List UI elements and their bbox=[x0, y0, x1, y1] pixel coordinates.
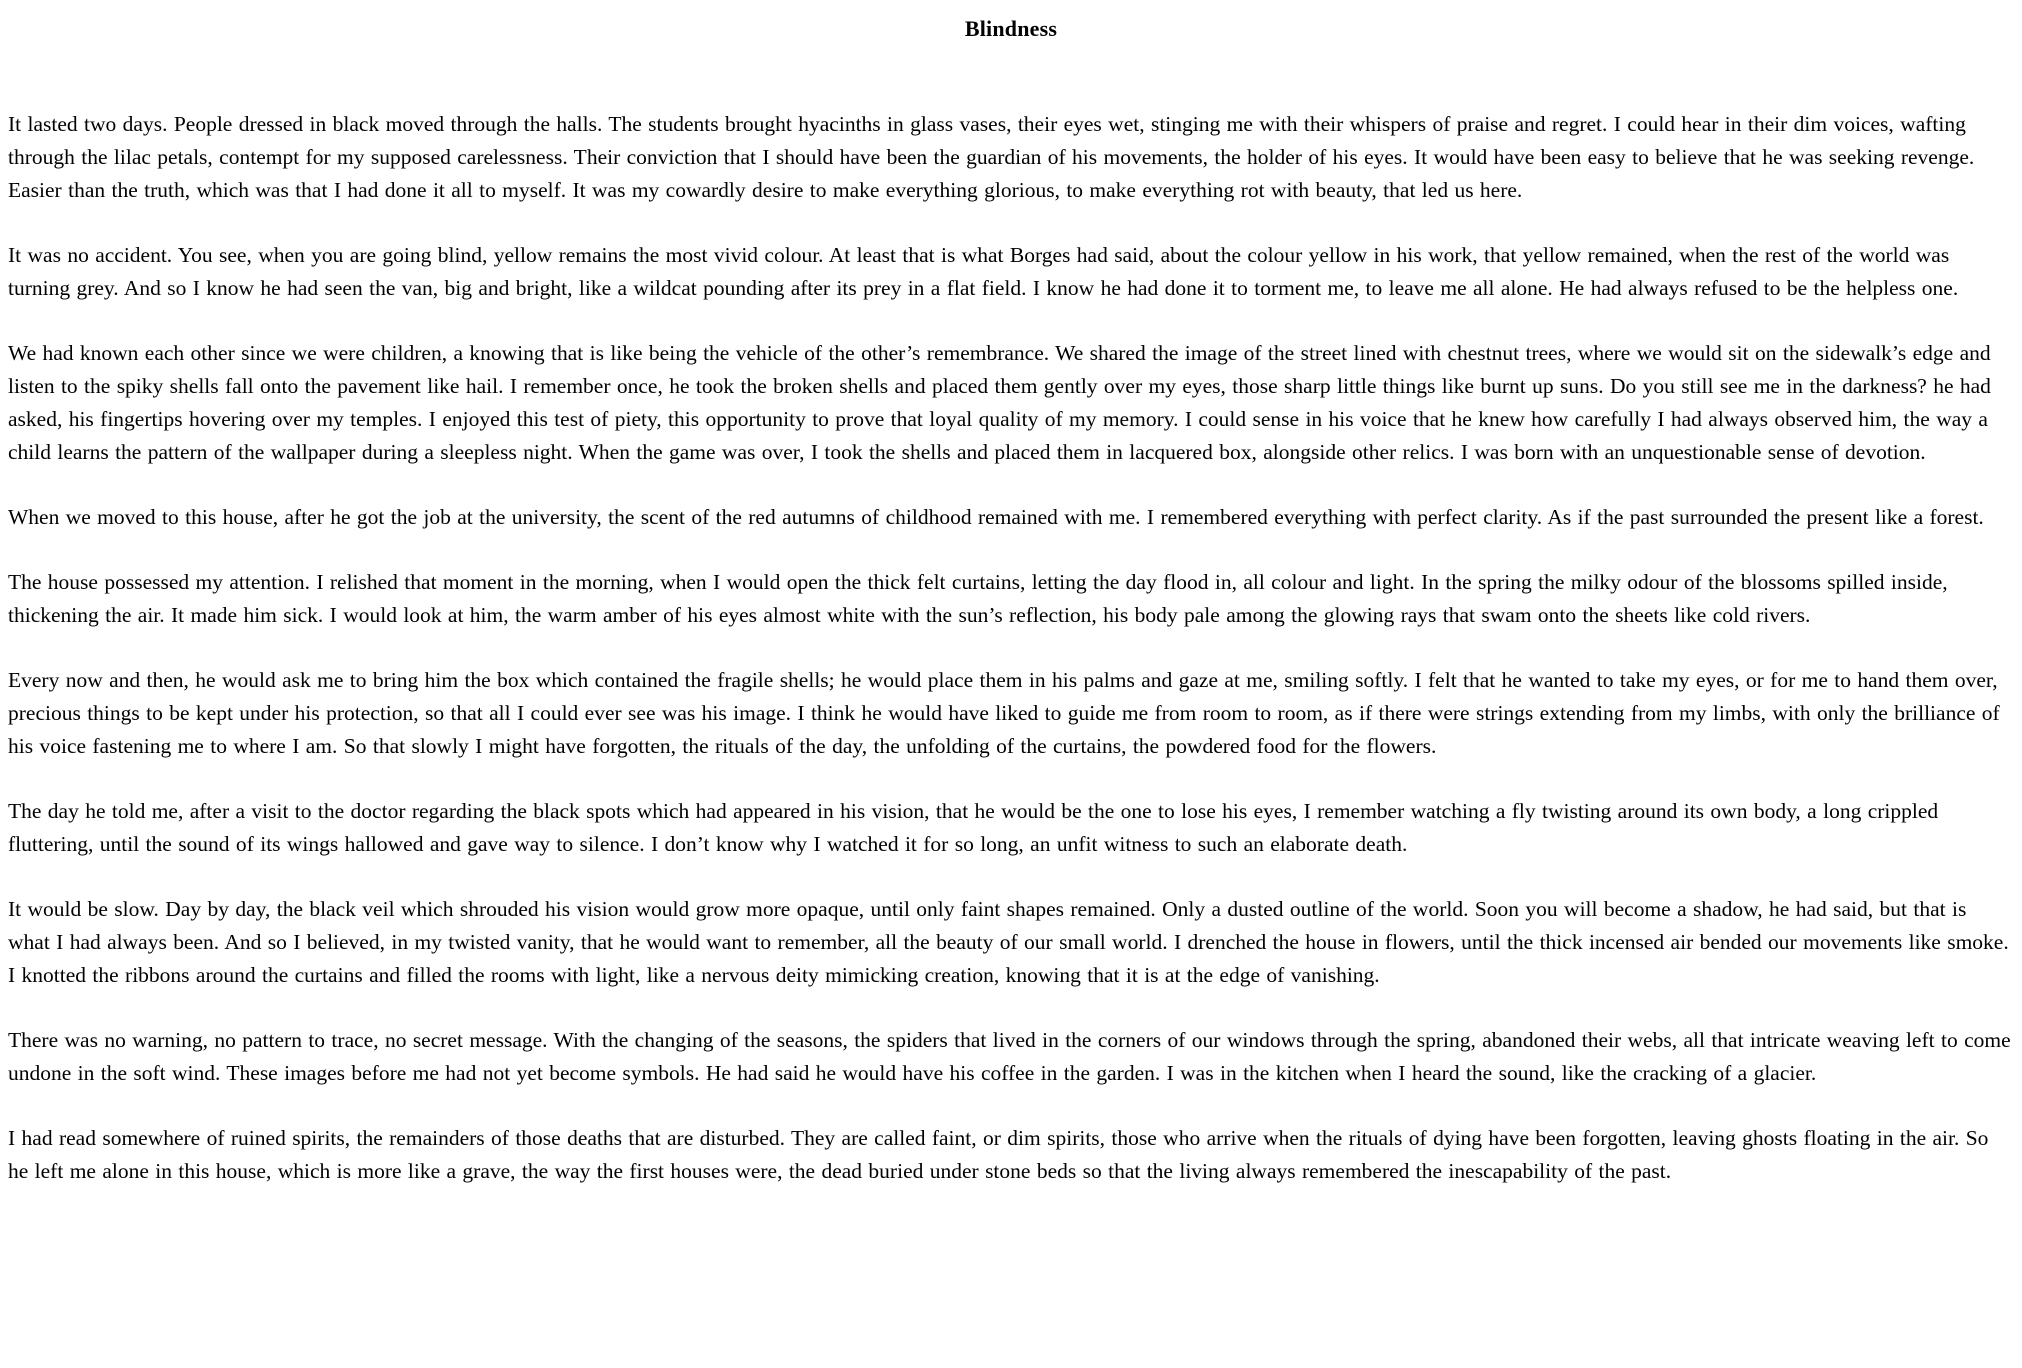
paragraph: When we moved to this house, after he got the job at the university, the scent of the red autumns of childhood remained with me. I remembered everything with perfect clarity. As if the past surrounded the present like a forest. bbox=[8, 505, 1984, 529]
paragraph: It lasted two days. People dressed in black moved through the halls. The students brought hyacinths in glass vases, their eyes wet, stinging me with their whispers of praise and regret. I could hear in their dim voices, wafting through the lilac petals, contempt for my supposed carelessness. Their conviction that I should have been the guardian of his movements, the holder of his eyes. It would have been easy to believe that he was seeking revenge. Easier than the truth, which was that I had done it all to myself. It was my cowardly desire to make everything glorious, to make everything rot with beauty, that led us here. bbox=[8, 112, 1975, 202]
paragraph: There was no warning, no pattern to trace, no secret message. With the changing of the seasons, the spiders that lived in the corners of our windows through the spring, abandoned their webs, all that intricate weaving left to come undone in the soft wind. These images before me had not yet become symbols. He had said he would have his coffee in the garden. I was in the kitchen when I heard the sound, like the cracking of a glacier. bbox=[8, 1028, 2011, 1085]
page-title: Blindness bbox=[964, 16, 1058, 41]
paragraph: I had read somewhere of ruined spirits, the remainders of those deaths that are disturbed. They are called faint, or dim spirits, those who arrive when the rituals of dying have been forgotten, leaving ghosts floating in the air. So he left me alone in this house, which is more like a grave, the way the first houses were, the dead buried under stone beds so that the living always remembered the inescapability of the past. bbox=[8, 1126, 1989, 1183]
document-body bbox=[8, 108, 2014, 1188]
paragraph: Every now and then, he would ask me to bring him the box which contained the fragile shells; he would place them in his palms and gaze at me, smiling softly. I felt that he wanted to take my eyes, or for me to hand them over, precious things to be kept under his protection, so that all I could ever see was his image. I think he would have liked to guide me from room to room, as if there were strings extending from my limbs, with only the brilliance of his voice fastening me to where I am. So that slowly I might have forgotten, the rituals of the day, the unfolding of the curtains, the powdered food for the flowers. bbox=[8, 668, 2000, 758]
paragraph: It was no accident. You see, when you are going blind, yellow remains the most vivid colour. At least that is what Borges had said, about the colour yellow in his work, that yellow remained, when the rest of the world was turning grey. And so I know he had seen the van, big and bright, like a wildcat pounding after its prey in a flat field. I know he had done it to torment me, to leave me all alone. He had always refused to be the helpless one. bbox=[8, 243, 1959, 300]
paragraph: The house possessed my attention. I relished that moment in the morning, when I would open the thick felt curtains, letting the day flood in, all colour and light. In the spring the milky odour of the blossoms spilled inside, thickening the air. It made him sick. I would look at him, the warm amber of his eyes almost white with the sun’s reflection, his body pale among the glowing rays that swam onto the sheets like cold rivers. bbox=[8, 570, 1948, 627]
paragraph: The day he told me, after a visit to the doctor regarding the black spots which had appeared in his vision, that he would be the one to lose his eyes, I remember watching a fly twisting around its own body, a long crippled fluttering, until the sound of its wings hallowed and gave way to silence. I don’t know why I watched it for so long, an unfit witness to such an elaborate death. bbox=[8, 799, 1939, 856]
paragraph: We had known each other since we were children, a knowing that is like being the vehicle of the other’s remembrance. We shared the image of the street lined with chestnut trees, where we would sit on the sidewalk’s edge and listen to the spiky shells fall onto the pavement like hail. I remember once, he took the broken shells and placed them gently over my eyes, those sharp little things like burnt up suns. Do you still see me in the darkness? he had asked, his fingertips hovering over my temples. I enjoyed this test of piety, this opportunity to prove that loyal quality of my memory. I could sense in his voice that he knew how carefully I had always observed him, the way a child learns the pattern of the wallpaper during a sleepless night. When the game was over, I took the shells and placed them in lacquered box, alongside other relics. I was born with an unquestionable sense of devotion. bbox=[8, 341, 1991, 464]
paragraph: It would be slow. Day by day, the black veil which shrouded his vision would grow more opaque, until only faint shapes remained. Only a dusted outline of the world. Soon you will become a shadow, he had said, but that is what I had always been. And so I believed, in my twisted vanity, that he would want to remember, all the beauty of our small world. I drenched the house in flowers, until the thick incensed air bended our movements like smoke. I knotted the ribbons around the curtains and filled the rooms with light, like a nervous deity mimicking creation, knowing that it is at the edge of vanishing. bbox=[8, 897, 2009, 987]
